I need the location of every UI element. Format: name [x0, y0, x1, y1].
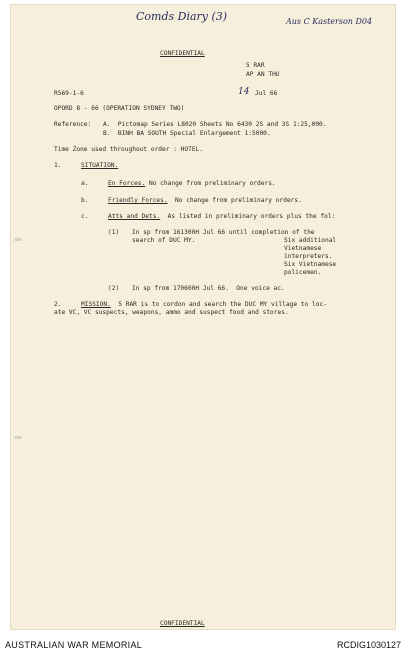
institution-name: AUSTRALIAN WAR MEMORIAL — [5, 640, 143, 650]
archive-footer — [0, 636, 406, 654]
section-2-number: 2. — [54, 301, 62, 308]
punch-hole-mark — [14, 238, 22, 241]
para-b-title: Friendly Forces. — [108, 197, 168, 204]
handwritten-date-digit: 14 — [238, 87, 250, 97]
sub-1-extra-1: Vietnamese — [284, 245, 322, 252]
sub-2-text: In sp from 170600H Jul 66. One voice ac. — [132, 285, 285, 292]
sub-1-line-1: In sp from 161300H Jul 66 until completion of the — [132, 229, 315, 236]
document-page — [10, 4, 396, 630]
para-c-title: Atts and Dets. — [108, 213, 161, 220]
sub-1-extra-2: interpreters. — [284, 253, 333, 260]
para-b-text: No change from preliminary orders. — [167, 197, 302, 204]
sub-1-extra-3: Six Vietnamese — [284, 261, 337, 268]
section-2-title: MISSION. — [81, 301, 111, 308]
file-reference: R569-1-6 — [54, 90, 84, 97]
classification-bottom: CONFIDENTIAL — [160, 620, 205, 627]
sub-1-extra-0: Six additional — [284, 237, 337, 244]
handwritten-archive-note: Aus C Kasterson D04 — [286, 17, 373, 26]
para-a-letter: a. — [81, 180, 89, 187]
record-id: RCDIG1030127 — [336, 640, 401, 650]
para-c — [108, 213, 335, 221]
section-1-number: 1. — [54, 162, 62, 169]
classification-top: CONFIDENTIAL — [160, 50, 205, 57]
section-2-line-2: ate VC, VC suspects, weapons, ammo and suspect food and stores. — [54, 309, 289, 316]
order-title: OPORD 8 - 66 (OPERATION SYDNEY TWO) — [54, 105, 185, 112]
para-a-title: En Forces. — [108, 180, 146, 187]
handwritten-title: Comds Diary (3) — [136, 10, 228, 23]
section-1-title: SITUATION. — [81, 162, 119, 169]
sub-2-number: (2) — [108, 285, 120, 292]
unit-name: 5 RAR — [246, 62, 265, 69]
reference-b: B. BINH BA SOUTH Special Enlargement 1:5000. — [103, 130, 271, 137]
reference-label: Reference: — [54, 121, 92, 128]
para-b — [108, 197, 302, 205]
para-c-letter: c. — [81, 213, 89, 220]
punch-hole-mark — [14, 436, 22, 439]
sub-1-extra-4: policemen. — [284, 269, 322, 276]
section-2-text-1: 5 RAR is to cordon and search the DUC MY village to loc- — [110, 301, 327, 308]
para-c-text: As listed in preliminary orders plus the fol: — [160, 213, 336, 220]
unit-location: AP AN THU — [246, 71, 280, 78]
sub-1-number: (1) — [108, 229, 120, 236]
reference-a: A. Pictomap Series L8020 Sheets No 6430 2S and 3S 1:25,000. — [103, 121, 327, 128]
document-date: Jul 66 — [255, 90, 278, 97]
para-a-text: No change from preliminary orders. — [145, 180, 276, 187]
time-zone-line: Time Zone used throughout order : HOTEL. — [54, 146, 204, 153]
section-2-line-1 — [81, 301, 327, 309]
sub-1-line-2: search of DUC MY. — [132, 237, 196, 244]
para-b-letter: b. — [81, 197, 89, 204]
para-a — [108, 180, 276, 188]
